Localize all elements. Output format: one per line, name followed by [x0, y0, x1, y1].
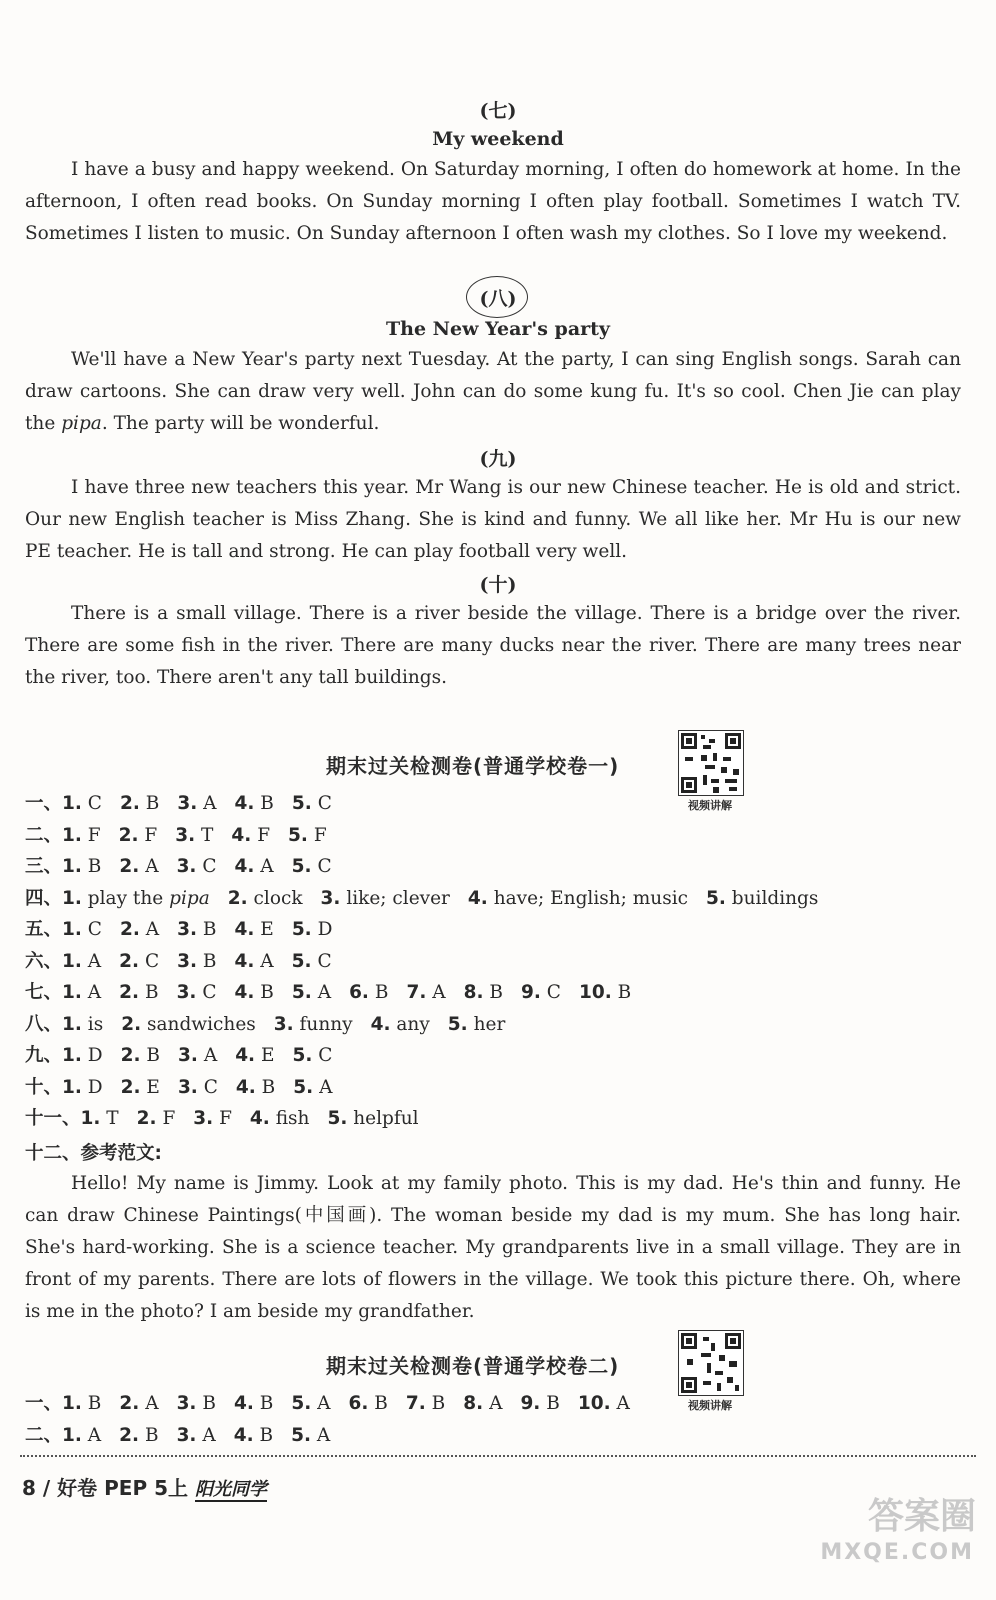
answer-item: 1. A — [62, 982, 102, 1003]
answer-row-label: 五、 — [25, 919, 63, 940]
answer-item: 4. B — [235, 1076, 276, 1098]
answer-item: 5. C — [291, 950, 332, 972]
answer-item: 7. A — [406, 982, 446, 1003]
answer-row-label: 六、 — [25, 950, 63, 972]
answer-item: 2. F — [118, 824, 158, 846]
qr-code-icon[interactable] — [678, 1330, 744, 1396]
answer-item: 8. B — [463, 982, 503, 1003]
answer-row-label: 一、 — [25, 793, 63, 814]
section-10-paragraph: There is a small village. There is a river beside the village. There is a bridge over the river. There are some fish in the river. There are many ducks near the river. There are many trees near the river, too. There aren't any tall buildings. — [25, 603, 961, 688]
answer-item: 5. A — [291, 982, 332, 1003]
watermark-logo: 答案圈 — [867, 1496, 976, 1537]
answer-item: 2. B — [119, 1425, 159, 1446]
answer-item: 5. C — [292, 1045, 333, 1066]
answer-item: 1. B — [62, 856, 102, 877]
answer-item: 2. A — [119, 919, 160, 940]
answer-item: 5. C — [291, 793, 332, 814]
qr-code-icon[interactable] — [678, 730, 744, 796]
answer-item: 2. clock — [227, 887, 303, 909]
answer-item: 3. like; clever — [320, 887, 450, 909]
footer-book: 好卷 — [57, 1476, 98, 1500]
answer-item: 4. fish — [249, 1108, 310, 1129]
qr-label: 视频讲解 — [688, 1399, 732, 1412]
answer-item: 4. any — [370, 1013, 430, 1035]
answer-item: 4. F — [231, 824, 271, 846]
answer-row — [25, 977, 649, 1009]
answer-item: 9. B — [520, 1393, 560, 1414]
answer-item: 2. E — [120, 1076, 160, 1098]
answer-item: 2. F — [136, 1108, 176, 1129]
answer-item: 3. A — [178, 1045, 218, 1066]
answer-item: 3. B — [176, 1393, 216, 1414]
answer-item: 3. C — [176, 982, 217, 1003]
answer-item: 10. B — [578, 982, 632, 1003]
answer-item: 3. funny — [273, 1013, 353, 1035]
exam-2-title: 期末过关检测卷(普通学校卷二) — [326, 1354, 620, 1378]
page-number: 8 — [22, 1476, 36, 1500]
answer-item: 3. C — [176, 856, 217, 877]
answer-item: 3. B — [177, 919, 217, 940]
answer-item: 1. B — [62, 1393, 102, 1414]
answer-item: 7. B — [405, 1393, 446, 1414]
answer-item: 3. B — [177, 950, 217, 972]
answer-item: 1. A — [62, 950, 102, 972]
footer-separator: / — [42, 1476, 51, 1500]
answer-item: 6. B — [348, 1393, 388, 1414]
answer-item: 1. C — [62, 919, 102, 940]
answer-row-label: 九、 — [25, 1045, 63, 1066]
answer-item: 4. A — [234, 856, 274, 877]
answer-item: 8. A — [463, 1393, 503, 1414]
answer-row — [25, 1072, 350, 1104]
section-9-paragraph: I have three new teachers this year. Mr Wang is our new Chinese teacher. He is old and strict. Our new English teacher is Miss Zhang. She is kind and funny. We all like her. Mr Hu is our new PE teacher. He is tall and strong. He can play football very well. — [25, 477, 961, 562]
answer-item: 5. A — [291, 1425, 331, 1446]
footer-divider — [20, 1455, 976, 1457]
answer-item: 2. B — [119, 982, 159, 1003]
answer-item: 1. C — [62, 793, 102, 814]
answer-item: 5. buildings — [706, 887, 819, 909]
answer-item: 2. C — [119, 950, 160, 972]
section-8-number: (八) — [479, 288, 517, 310]
answer-item: 5. F — [288, 824, 327, 846]
answer-row-label: 二、 — [25, 824, 63, 846]
answer-row-label: 二、 — [25, 1425, 63, 1446]
answer-row-label: 十、 — [25, 1076, 63, 1098]
answer-item: 4. E — [234, 919, 274, 940]
answer-item: 1. D — [62, 1076, 103, 1098]
answer-item: 3. A — [176, 1425, 216, 1446]
answer-item: 4. A — [234, 950, 274, 972]
answer-item: 3. C — [177, 1076, 218, 1098]
answer-item: 3. A — [177, 793, 217, 814]
answer-row — [25, 1420, 348, 1452]
answer-item: 5. D — [291, 919, 333, 940]
exam-1-essay-label: 十二、参考范文: — [25, 1143, 162, 1164]
answer-item: 5. her — [447, 1013, 506, 1035]
footer — [22, 1472, 267, 1501]
answer-row — [25, 1040, 350, 1072]
answer-item: 4. B — [233, 1393, 274, 1414]
exam-1-essay: Hello! My name is Jimmy. Look at my family photo. This is my dad. He's thin and funny. He can draw Chinese Paintings(中国画). The woman beside my dad is my mum. She has long hair. She's hard-working. She is a science teacher. My grandparents live in a small village. They are in front of my parents. There are lots of flowers in the village. We took this picture there. Oh, where is me in the photo? I am beside my grandfather. — [25, 1173, 961, 1322]
answer-row-label: 十一、 — [25, 1108, 81, 1129]
section-7-paragraph: I have a busy and happy weekend. On Saturday morning, I often do homework at home. In the afternoon, I often read books. On Sunday morning I often play football. Sometimes I watch TV. Sometimes I listen to music. On Sunday afternoon I often wash my clothes. So I love my weekend. — [25, 159, 961, 244]
answer-item: 2. B — [119, 793, 160, 814]
answer-item: 5. C — [291, 856, 332, 877]
section-7-number: (七) — [479, 100, 517, 122]
answer-item: 4. have; English; music — [467, 887, 688, 909]
answer-item: 1. is — [62, 1013, 104, 1035]
section-10-number: (十) — [479, 574, 517, 596]
answer-row — [25, 1388, 648, 1420]
answer-row-label: 三、 — [25, 856, 63, 877]
answer-row-label: 一、 — [25, 1393, 63, 1414]
answer-row-label: 七、 — [25, 982, 63, 1003]
answer-item: 4. B — [233, 1425, 274, 1446]
brand-logo: 阳光同学 — [194, 1479, 267, 1500]
exam-1-title: 期末过关检测卷(普通学校卷一) — [326, 754, 620, 778]
answer-item: 4. B — [234, 793, 274, 814]
answer-row-label: 四、 — [25, 887, 63, 909]
answer-item: 2. sandwiches — [121, 1013, 256, 1035]
section-7-title: My weekend — [432, 128, 564, 150]
section-8-title: The New Year's party — [386, 318, 610, 340]
answer-item: 10. A — [577, 1393, 630, 1414]
answer-row — [25, 788, 350, 820]
answer-item: 1. T — [80, 1108, 119, 1129]
answer-row-label: 八、 — [25, 1013, 63, 1035]
answer-item: 9. C — [521, 982, 561, 1003]
answer-item: 3. F — [193, 1108, 232, 1129]
answer-item: 1. D — [62, 1045, 103, 1066]
answer-item: 2. B — [120, 1045, 161, 1066]
answer-item: 5. helpful — [327, 1108, 419, 1129]
answer-row — [25, 1103, 437, 1135]
answer-item: 2. A — [119, 1393, 159, 1414]
answer-item: 2. A — [119, 856, 159, 877]
answer-item: 6. B — [349, 982, 389, 1003]
answer-row — [25, 820, 345, 852]
answer-row — [25, 851, 350, 883]
answer-item: 3. T — [175, 824, 214, 846]
watermark-url: MXQE.COM — [820, 1540, 974, 1565]
section-8-paragraph: We'll have a New Year's party next Tuesday. At the party, I can sing English songs. Sarah can draw cartoons. She can draw very well. John can do some kung fu. It's so cool. Chen Jie can play the pipa. The party will be wonderful. — [25, 349, 961, 434]
answer-item: 5. A — [291, 1393, 331, 1414]
section-9-number: (九) — [479, 448, 517, 470]
answer-row — [25, 1009, 523, 1041]
answer-item: 1. play the pipa — [62, 887, 210, 909]
footer-edition: PEP 5上 — [104, 1476, 188, 1500]
answer-row — [25, 946, 350, 978]
answer-item: 5. A — [293, 1076, 333, 1098]
answer-row — [25, 914, 350, 946]
answer-item: 4. E — [235, 1045, 275, 1066]
answer-item: 1. F — [62, 824, 101, 846]
qr-label: 视频讲解 — [688, 799, 732, 812]
answer-item: 4. B — [234, 982, 274, 1003]
answer-item: 1. A — [62, 1425, 102, 1446]
answer-row — [25, 883, 836, 915]
